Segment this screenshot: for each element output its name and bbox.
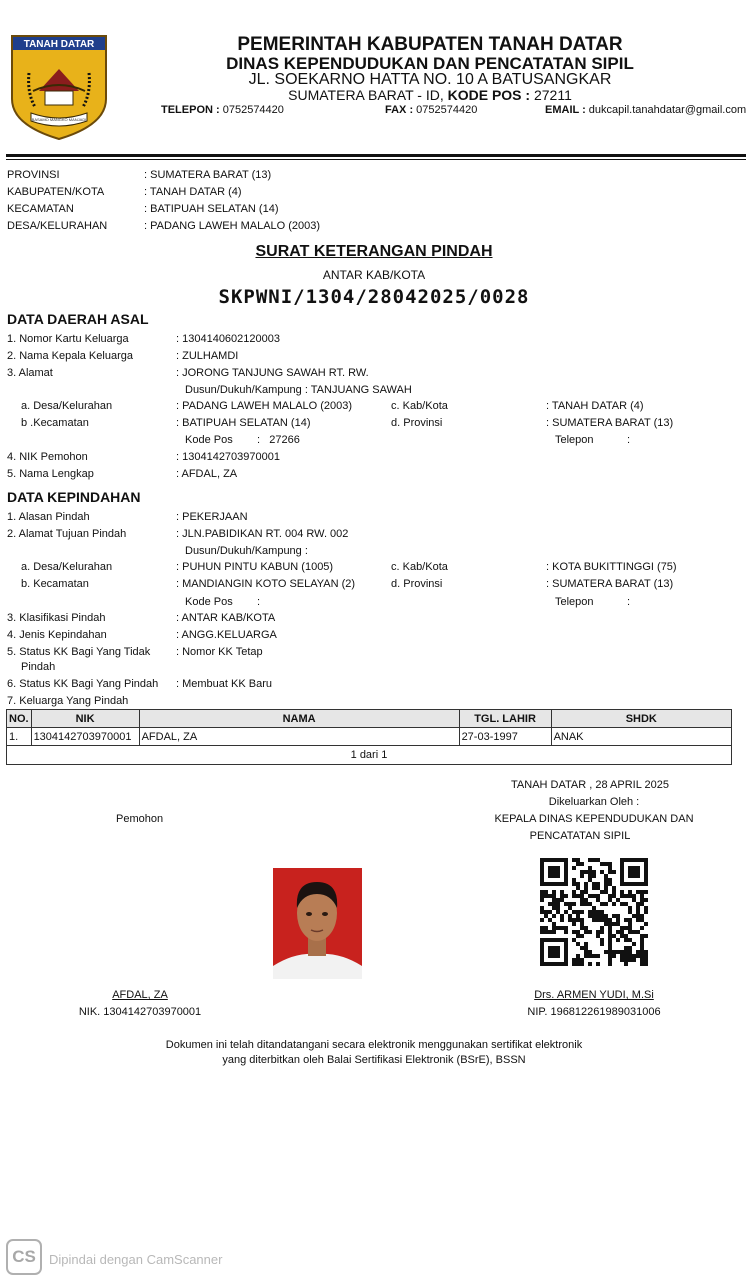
section-heading-asal: DATA DAERAH ASAL bbox=[7, 311, 149, 327]
col-header-shdk: SHDK bbox=[551, 710, 731, 728]
cell-no: 1. bbox=[7, 728, 32, 746]
pindah-status-tidak-label-2: Pindah bbox=[21, 661, 56, 673]
family-table bbox=[6, 709, 732, 746]
asal-telepon-label: Telepon bbox=[555, 434, 594, 446]
asal-alamat-value: : JORONG TANJUNG SAWAH RT. RW. bbox=[176, 367, 369, 379]
logo-ribbon-text: BASAMO MANGKO MANJADI bbox=[31, 117, 87, 122]
region-value-kabupaten: : TANAH DATAR (4) bbox=[144, 186, 242, 198]
region-label-provinsi: PROVINSI bbox=[7, 169, 60, 181]
camscanner-logo-text: CS bbox=[12, 1247, 36, 1266]
email-value: dukcapil.tanahdatar@gmail.com bbox=[585, 104, 747, 116]
region-label-kabupaten: KABUPATEN/KOTA bbox=[7, 186, 105, 198]
cell-nik: 1304142703970001 bbox=[31, 728, 139, 746]
letterhead-line1: PEMERINTAH KABUPATEN TANAH DATAR bbox=[237, 34, 623, 55]
pindah-telepon-label: Telepon bbox=[555, 596, 594, 608]
cell-tgl-lahir: 27-03-1997 bbox=[459, 728, 551, 746]
official-name: Drs. ARMEN YUDI, M.Si bbox=[534, 989, 654, 1001]
document-title: SURAT KETERANGAN PINDAH bbox=[255, 243, 493, 260]
pindah-kodepos-label: Kode Pos bbox=[185, 596, 233, 608]
document-subtitle: ANTAR KAB/KOTA bbox=[322, 268, 426, 282]
pindah-alasan-value: : PEKERJAAN bbox=[176, 511, 248, 523]
pindah-klasifikasi-value: : ANTAR KAB/KOTA bbox=[176, 612, 276, 624]
qr-code bbox=[540, 858, 648, 966]
pindah-jenis-label: 4. Jenis Kepindahan bbox=[7, 629, 107, 641]
asal-kk-value: : 1304140602120003 bbox=[176, 333, 280, 345]
asal-alamat-label: 3. Alamat bbox=[7, 367, 53, 379]
asal-nik-label: 4. NIK Pemohon bbox=[7, 451, 88, 463]
pindah-prov-label: d. Provinsi bbox=[391, 578, 443, 590]
telephone-value: 0752574420 bbox=[219, 104, 284, 116]
postal-label: KODE POS : bbox=[447, 87, 531, 103]
region-value-kecamatan: : BATIPUAH SELATAN (14) bbox=[144, 203, 279, 215]
asal-nama-label: 5. Nama Lengkap bbox=[7, 468, 94, 480]
pindah-prov-value: : SUMATERA BARAT (13) bbox=[546, 578, 674, 590]
table-row bbox=[7, 728, 732, 746]
document-number: SKPWNI/1304/28042025/0028 bbox=[218, 286, 530, 308]
fax bbox=[385, 104, 477, 116]
pindah-status-tidak-value: : Nomor KK Tetap bbox=[176, 646, 263, 658]
asal-kepala-label: 2. Nama Kepala Keluarga bbox=[7, 350, 133, 362]
fax-label: FAX : bbox=[385, 104, 414, 116]
place-date: TANAH DATAR , 28 APRIL 2025 bbox=[511, 779, 669, 791]
pindah-status-tidak-label-1: 5. Status KK Bagi Yang Tidak bbox=[7, 646, 151, 658]
pindah-keluarga-label: 7. Keluarga Yang Pindah bbox=[7, 695, 129, 707]
section-heading-kepindahan: DATA KEPINDAHAN bbox=[7, 489, 141, 505]
asal-prov-label: d. Provinsi bbox=[391, 417, 443, 429]
asal-kodepos-label: Kode Pos bbox=[185, 434, 233, 446]
cell-shdk: ANAK bbox=[551, 728, 731, 746]
e-sign-note-line-2: yang diterbitkan oleh Balai Sertifikasi Elektronik (BSrE), BSSN bbox=[222, 1054, 526, 1066]
cell-nama: AFDAL, ZA bbox=[139, 728, 459, 746]
telephone bbox=[161, 104, 284, 116]
pindah-alamat-value: : JLN.PABIDIKAN RT. 004 RW. 002 bbox=[176, 528, 349, 540]
asal-kec-value: : BATIPUAH SELATAN (14) bbox=[176, 417, 311, 429]
pindah-kab-value: : KOTA BUKITTINGGI (75) bbox=[546, 561, 677, 573]
pemohon-label: Pemohon bbox=[116, 813, 164, 825]
e-sign-note-line-1: Dokumen ini telah ditandatangani secara elektronik menggunakan sertifikat elektronik bbox=[165, 1039, 583, 1051]
letterhead-line3: JL. SOEKARNO HATTA NO. 10 A BATUSANGKAR bbox=[248, 71, 612, 88]
pindah-desa-label: a. Desa/Kelurahan bbox=[21, 561, 113, 573]
header-divider-thin bbox=[6, 159, 746, 160]
regency-logo bbox=[9, 33, 109, 141]
logo-title-text: TANAH DATAR bbox=[23, 39, 95, 50]
camscanner-text: Dipindai dengan CamScanner bbox=[49, 1252, 223, 1267]
telephone-label: TELEPON : bbox=[161, 104, 220, 116]
table-header-row bbox=[7, 710, 732, 728]
letterhead-line4 bbox=[120, 87, 740, 103]
asal-telepon-value: : bbox=[627, 434, 631, 446]
issued-by: Dikeluarkan Oleh : bbox=[548, 796, 640, 808]
pindah-kec-label: b. Kecamatan bbox=[21, 578, 89, 590]
pindah-kec-value: : MANDIANGIN KOTO SELAYAN (2) bbox=[176, 578, 356, 590]
camscanner-logo bbox=[6, 1239, 42, 1275]
office-line-2: PENCATATAN SIPIL bbox=[529, 830, 631, 842]
asal-desa-value: : PADANG LAWEH MALALO (2003) bbox=[176, 400, 353, 412]
pindah-jenis-value: : ANGG.KELUARGA bbox=[176, 629, 277, 641]
pindah-klasifikasi-label: 3. Klasifikasi Pindah bbox=[7, 612, 106, 624]
pindah-desa-value: : PUHUN PINTU KABUN (1005) bbox=[176, 561, 334, 573]
asal-kab-label: c. Kab/Kota bbox=[391, 400, 448, 412]
pemohon-nik: NIK. 1304142703970001 bbox=[78, 1006, 202, 1018]
asal-dusun: Dusun/Dukuh/Kampung : TANJUANG SAWAH bbox=[185, 384, 412, 396]
col-header-nik: NIK bbox=[31, 710, 139, 728]
asal-nama-value: : AFDAL, ZA bbox=[176, 468, 238, 480]
applicant-photo bbox=[273, 868, 362, 979]
asal-kec-label: b .Kecamatan bbox=[21, 417, 89, 429]
office-line-1: KEPALA DINAS KEPENDUDUKAN DAN bbox=[494, 813, 694, 825]
asal-prov-value: : SUMATERA BARAT (13) bbox=[546, 417, 674, 429]
pemohon-name: AFDAL, ZA bbox=[112, 989, 168, 1001]
pindah-alamat-label: 2. Alamat Tujuan Pindah bbox=[7, 528, 127, 540]
asal-kepala-value: : ZULHAMDI bbox=[176, 350, 239, 362]
table-pagination: 1 dari 1 bbox=[6, 746, 732, 765]
asal-kk-label: 1. Nomor Kartu Keluarga bbox=[7, 333, 129, 345]
region-value-provinsi: : SUMATERA BARAT (13) bbox=[144, 169, 272, 181]
region-value-desa: : PADANG LAWEH MALALO (2003) bbox=[144, 220, 321, 232]
region-label-desa: DESA/KELURAHAN bbox=[7, 220, 108, 232]
asal-kodepos-value: : 27266 bbox=[257, 434, 300, 446]
pindah-dusun: Dusun/Dukuh/Kampung : bbox=[185, 545, 308, 557]
address-region: SUMATERA BARAT - ID, bbox=[288, 87, 448, 103]
pindah-status-pindah-label: 6. Status KK Bagi Yang Pindah bbox=[7, 678, 159, 690]
fax-value: 0752574420 bbox=[413, 104, 478, 116]
postal-code: 27211 bbox=[530, 87, 572, 103]
col-header-nama: NAMA bbox=[139, 710, 459, 728]
pindah-telepon-value: : bbox=[627, 596, 631, 608]
asal-kab-value: : TANAH DATAR (4) bbox=[546, 400, 644, 412]
region-label-kecamatan: KECAMATAN bbox=[7, 203, 74, 215]
col-header-tgl-lahir: TGL. LAHIR bbox=[459, 710, 551, 728]
email bbox=[545, 104, 746, 116]
col-header-no: NO. bbox=[7, 710, 32, 728]
email-label: EMAIL : bbox=[545, 104, 586, 116]
pindah-kab-label: c. Kab/Kota bbox=[391, 561, 448, 573]
pindah-kodepos-value: : bbox=[257, 596, 261, 608]
asal-nik-value: : 1304142703970001 bbox=[176, 451, 280, 463]
official-nip: NIP. 196812261989031006 bbox=[527, 1006, 661, 1018]
asal-desa-label: a. Desa/Kelurahan bbox=[21, 400, 113, 412]
pindah-alasan-label: 1. Alasan Pindah bbox=[7, 511, 90, 523]
header-divider-thick bbox=[6, 154, 746, 157]
letterhead-line2: DINAS KEPENDUDUKAN DAN PENCATATAN SIPIL bbox=[226, 54, 634, 73]
pindah-status-pindah-value: : Membuat KK Baru bbox=[176, 678, 272, 690]
